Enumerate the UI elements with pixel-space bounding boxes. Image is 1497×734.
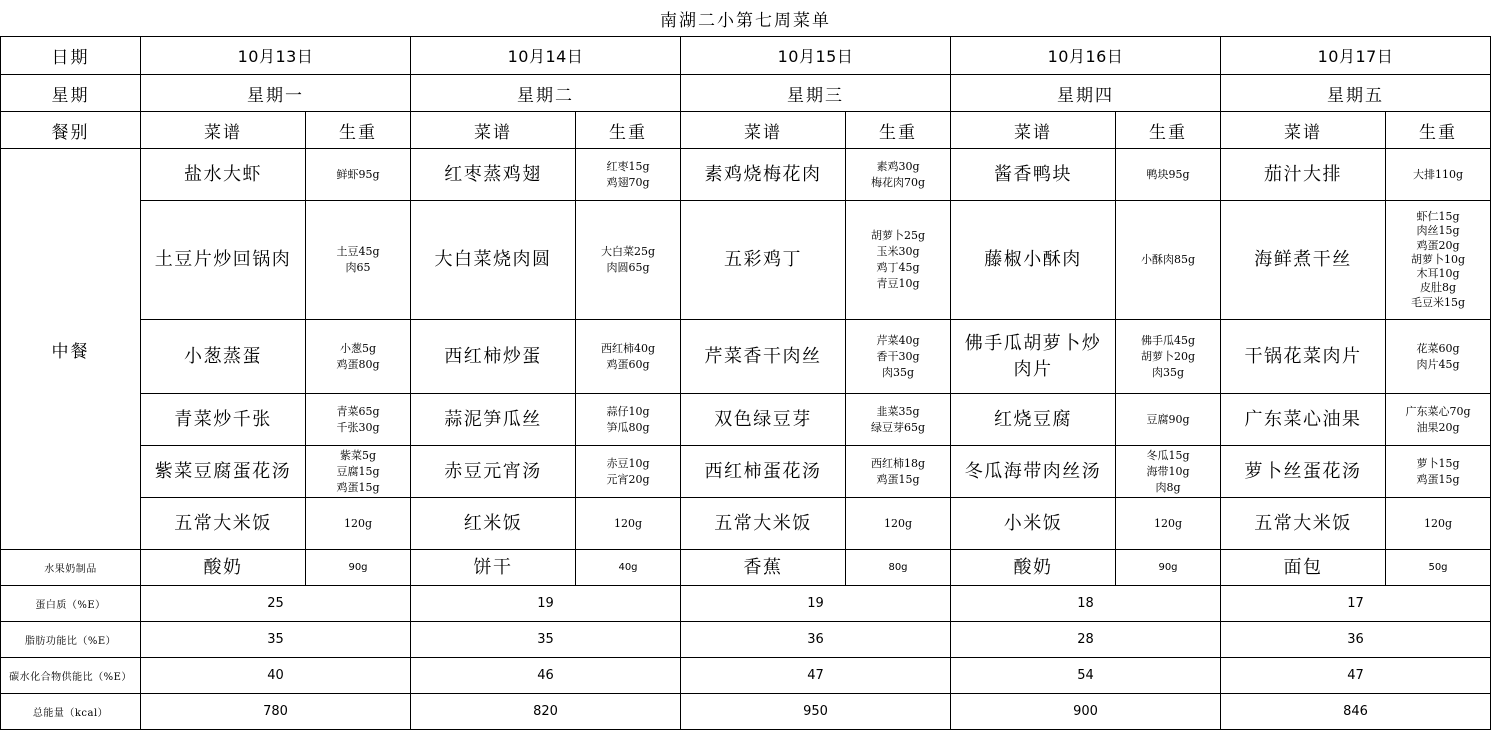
day2-dish5-name: 赤豆元宵汤 — [411, 446, 576, 498]
ingredient-weight: 肉丝15g — [1416, 224, 1460, 238]
day1-protein-value: 25 — [141, 586, 411, 622]
ingredient-weight: 120g — [883, 516, 913, 530]
day2-fruit-dairy-name: 饼干 — [411, 550, 576, 586]
day4-dish3-weight — [1116, 320, 1221, 394]
ingredient-weight: 胡萝卜20g — [1140, 349, 1196, 363]
day4-dish2-name: 藤椒小酥肉 — [951, 201, 1116, 320]
day4-energy-value: 900 — [951, 694, 1221, 730]
ingredient-weight: 香干30g — [876, 349, 920, 363]
day3-dish1-name: 素鸡烧梅花肉 — [681, 149, 846, 201]
day1-dish6-name: 五常大米饭 — [141, 498, 306, 550]
day4-dish6-weight — [1116, 498, 1221, 550]
ingredient-weight: 120g — [613, 516, 643, 530]
day1-dish5-weight — [306, 446, 411, 498]
ingredient-weight: 土豆45g — [336, 245, 380, 258]
ingredient-weight: 豆腐90g — [1146, 412, 1190, 426]
day5-dish6-weight — [1386, 498, 1491, 550]
meal-type-row-label: 餐别 — [1, 112, 141, 149]
day2-dish5-weight — [576, 446, 681, 498]
weekday-row-label: 星期 — [1, 75, 141, 112]
weekday-cell-day3: 星期三 — [681, 75, 951, 112]
ingredient-weight: 芹菜40g — [876, 333, 920, 347]
ingredient-weight: 肉35g — [881, 365, 915, 379]
ingredient-weight: 大白菜25g — [600, 245, 656, 258]
menu-title: 南湖二小第七周菜单 — [660, 10, 831, 31]
ingredient-weight: 花菜60g — [1416, 341, 1460, 355]
ingredient-weight: 皮肚8g — [1419, 281, 1457, 295]
day2-dish3-weight — [576, 320, 681, 394]
day5-carbohydrate-value: 47 — [1221, 658, 1491, 694]
ingredient-weight: 大排110g — [1412, 167, 1464, 181]
day4-dish6-name: 小米饭 — [951, 498, 1116, 550]
ingredient-weight: 120g — [1153, 516, 1183, 530]
day1-dish1-name: 盐水大虾 — [141, 149, 306, 201]
protein-label: 蛋白质（%E） — [1, 586, 141, 622]
day2-dish6-name: 红米饭 — [411, 498, 576, 550]
day3-dish6-name: 五常大米饭 — [681, 498, 846, 550]
ingredient-weight: 赤豆10g — [606, 456, 650, 470]
day3-dish2-weight — [846, 201, 951, 320]
day4-dish1-weight — [1116, 149, 1221, 201]
weekday-cell-day2: 星期二 — [411, 75, 681, 112]
ingredient-weight: 元宵20g — [606, 472, 650, 486]
ingredient-weight: 肉8g — [1155, 480, 1181, 494]
energy-label: 总能量（kcal） — [1, 694, 141, 730]
raw-weight-header-day1: 生重 — [306, 112, 411, 149]
ingredient-weight: 小酥肉85g — [1140, 253, 1196, 266]
recipe-header-day4: 菜谱 — [951, 112, 1116, 149]
ingredient-weight: 毛豆米15g — [1410, 295, 1466, 309]
ingredient-weight: 鸡蛋80g — [336, 357, 380, 371]
raw-weight-header-day5: 生重 — [1386, 112, 1491, 149]
day2-dish2-name: 大白菜烧肉圆 — [411, 201, 576, 320]
day1-dish3-weight — [306, 320, 411, 394]
ingredient-weight: 蒜仔10g — [606, 404, 650, 418]
ingredient-weight: 玉米30g — [876, 245, 920, 258]
ingredient-weight: 肉片45g — [1416, 357, 1460, 371]
day1-fruit-dairy-weight: 90g — [306, 550, 411, 586]
day2-fruit-dairy-weight: 40g — [576, 550, 681, 586]
date-row-label: 日期 — [1, 37, 141, 75]
day1-fruit-dairy-name: 酸奶 — [141, 550, 306, 586]
ingredient-weight: 木耳10g — [1416, 267, 1460, 281]
day5-dish3-name: 干锅花菜肉片 — [1221, 320, 1386, 394]
day5-dish2-name: 海鲜煮干丝 — [1221, 201, 1386, 320]
ingredient-weight: 鲜虾95g — [336, 167, 380, 181]
ingredient-weight: 小葱5g — [339, 341, 377, 355]
ingredient-weight: 虾仁15g — [1416, 209, 1460, 223]
ingredient-weight: 笋瓜80g — [606, 420, 650, 434]
ingredient-weight: 红枣15g — [606, 159, 650, 173]
day5-fruit-dairy-name: 面包 — [1221, 550, 1386, 586]
ingredient-weight: 青豆10g — [876, 277, 920, 290]
ingredient-weight: 绿豆芽65g — [870, 420, 926, 434]
recipe-header-day2: 菜谱 — [411, 112, 576, 149]
day5-dish5-name: 萝卜丝蛋花汤 — [1221, 446, 1386, 498]
day5-dish5-weight — [1386, 446, 1491, 498]
ingredient-weight: 梅花肉70g — [870, 175, 926, 189]
day2-dish6-weight — [576, 498, 681, 550]
ingredient-weight: 素鸡30g — [876, 159, 920, 173]
day5-dish1-name: 茄汁大排 — [1221, 149, 1386, 201]
ingredient-weight: 千张30g — [336, 420, 380, 434]
day2-fat-value: 35 — [411, 622, 681, 658]
ingredient-weight: 豆腐15g — [336, 464, 380, 478]
day2-dish2-weight — [576, 201, 681, 320]
day1-dish2-weight — [306, 201, 411, 320]
day2-dish1-name: 红枣蒸鸡翅 — [411, 149, 576, 201]
day5-dish4-name: 广东菜心油果 — [1221, 394, 1386, 446]
day5-fat-value: 36 — [1221, 622, 1491, 658]
day1-dish5-name: 紫菜豆腐蛋花汤 — [141, 446, 306, 498]
day3-fat-value: 36 — [681, 622, 951, 658]
day3-fruit-dairy-weight: 80g — [846, 550, 951, 586]
day2-protein-value: 19 — [411, 586, 681, 622]
day3-dish3-weight — [846, 320, 951, 394]
day1-dish2-name: 土豆片炒回锅肉 — [141, 201, 306, 320]
day3-carbohydrate-value: 47 — [681, 658, 951, 694]
day3-dish2-name: 五彩鸡丁 — [681, 201, 846, 320]
weekday-cell-day1: 星期一 — [141, 75, 411, 112]
date-cell-day4: 10月16日 — [951, 37, 1221, 75]
ingredient-weight: 鸡翅70g — [606, 175, 650, 189]
day4-dish5-name: 冬瓜海带肉丝汤 — [951, 446, 1116, 498]
day2-dish3-name: 西红柿炒蛋 — [411, 320, 576, 394]
day5-protein-value: 17 — [1221, 586, 1491, 622]
ingredient-weight: 鸡蛋15g — [1416, 472, 1460, 486]
ingredient-weight: 胡萝卜10g — [1410, 252, 1466, 266]
ingredient-weight: 肉65 — [345, 261, 371, 274]
raw-weight-header-day3: 生重 — [846, 112, 951, 149]
raw-weight-header-day4: 生重 — [1116, 112, 1221, 149]
day4-dish5-weight — [1116, 446, 1221, 498]
day5-fruit-dairy-weight: 50g — [1386, 550, 1491, 586]
day5-dish3-weight — [1386, 320, 1491, 394]
ingredient-weight: 广东菜心70g — [1405, 404, 1471, 418]
fat-label: 脂肪功能比（%E） — [1, 622, 141, 658]
ingredient-weight: 鸭块95g — [1146, 167, 1190, 181]
ingredient-weight: 冬瓜15g — [1146, 448, 1190, 462]
ingredient-weight: 肉圆65g — [606, 261, 650, 274]
day3-dish3-name: 芹菜香干肉丝 — [681, 320, 846, 394]
day1-energy-value: 780 — [141, 694, 411, 730]
day1-dish1-weight — [306, 149, 411, 201]
day1-fat-value: 35 — [141, 622, 411, 658]
ingredient-weight: 鸡蛋60g — [606, 357, 650, 371]
day4-dish4-weight — [1116, 394, 1221, 446]
ingredient-weight: 油果20g — [1416, 420, 1460, 434]
menu-table — [0, 36, 1491, 730]
day2-dish1-weight — [576, 149, 681, 201]
day5-dish4-weight — [1386, 394, 1491, 446]
day2-dish4-name: 蒜泥笋瓜丝 — [411, 394, 576, 446]
day1-dish4-name: 青菜炒千张 — [141, 394, 306, 446]
day4-fat-value: 28 — [951, 622, 1221, 658]
weekday-cell-day4: 星期四 — [951, 75, 1221, 112]
date-cell-day3: 10月15日 — [681, 37, 951, 75]
ingredient-weight: 萝卜15g — [1416, 456, 1460, 470]
ingredient-weight: 青菜65g — [336, 404, 380, 418]
day3-dish5-name: 西红柿蛋花汤 — [681, 446, 846, 498]
ingredient-weight: 鸡丁45g — [876, 261, 920, 274]
day5-dish2-weight — [1386, 201, 1491, 320]
day2-energy-value: 820 — [411, 694, 681, 730]
lunch-label: 中餐 — [1, 149, 141, 550]
date-cell-day5: 10月17日 — [1221, 37, 1491, 75]
ingredient-weight: 西红柿40g — [600, 341, 656, 355]
carbohydrate-label: 碳水化合物供能比（%E） — [1, 658, 141, 694]
day4-fruit-dairy-weight: 90g — [1116, 550, 1221, 586]
ingredient-weight: 西红柿18g — [870, 456, 926, 470]
day4-dish4-name: 红烧豆腐 — [951, 394, 1116, 446]
ingredient-weight: 韭菜35g — [876, 404, 920, 418]
day1-carbohydrate-value: 40 — [141, 658, 411, 694]
day2-carbohydrate-value: 46 — [411, 658, 681, 694]
day5-dish1-weight — [1386, 149, 1491, 201]
ingredient-weight: 120g — [343, 516, 373, 530]
day4-dish1-name: 酱香鸭块 — [951, 149, 1116, 201]
ingredient-weight: 鸡蛋15g — [876, 472, 920, 486]
day4-dish2-weight — [1116, 201, 1221, 320]
ingredient-weight: 紫菜5g — [339, 448, 377, 462]
day4-dish3-name: 佛手瓜胡萝卜炒肉片 — [951, 320, 1116, 394]
day4-protein-value: 18 — [951, 586, 1221, 622]
ingredient-weight: 鸡蛋20g — [1416, 238, 1460, 252]
day3-fruit-dairy-name: 香蕉 — [681, 550, 846, 586]
date-cell-day2: 10月14日 — [411, 37, 681, 75]
recipe-header-day5: 菜谱 — [1221, 112, 1386, 149]
day1-dish3-name: 小葱蒸蛋 — [141, 320, 306, 394]
recipe-header-day3: 菜谱 — [681, 112, 846, 149]
day5-energy-value: 846 — [1221, 694, 1491, 730]
raw-weight-header-day2: 生重 — [576, 112, 681, 149]
day1-dish6-weight — [306, 498, 411, 550]
day3-dish4-name: 双色绿豆芽 — [681, 394, 846, 446]
day5-dish6-name: 五常大米饭 — [1221, 498, 1386, 550]
ingredient-weight: 鸡蛋15g — [336, 480, 380, 494]
ingredient-weight: 120g — [1423, 516, 1453, 530]
ingredient-weight: 佛手瓜45g — [1140, 333, 1196, 347]
day3-dish1-weight — [846, 149, 951, 201]
day3-dish5-weight — [846, 446, 951, 498]
ingredient-weight: 胡萝卜25g — [870, 229, 926, 242]
ingredient-weight: 肉35g — [1151, 365, 1185, 379]
recipe-header-day1: 菜谱 — [141, 112, 306, 149]
day3-protein-value: 19 — [681, 586, 951, 622]
weekday-cell-day5: 星期五 — [1221, 75, 1491, 112]
day3-dish6-weight — [846, 498, 951, 550]
day4-fruit-dairy-name: 酸奶 — [951, 550, 1116, 586]
day3-energy-value: 950 — [681, 694, 951, 730]
day4-carbohydrate-value: 54 — [951, 658, 1221, 694]
day1-dish4-weight — [306, 394, 411, 446]
ingredient-weight: 海带10g — [1146, 464, 1190, 478]
day2-dish4-weight — [576, 394, 681, 446]
fruit-dairy-label: 水果奶制品 — [1, 550, 141, 586]
date-cell-day1: 10月13日 — [141, 37, 411, 75]
day3-dish4-weight — [846, 394, 951, 446]
